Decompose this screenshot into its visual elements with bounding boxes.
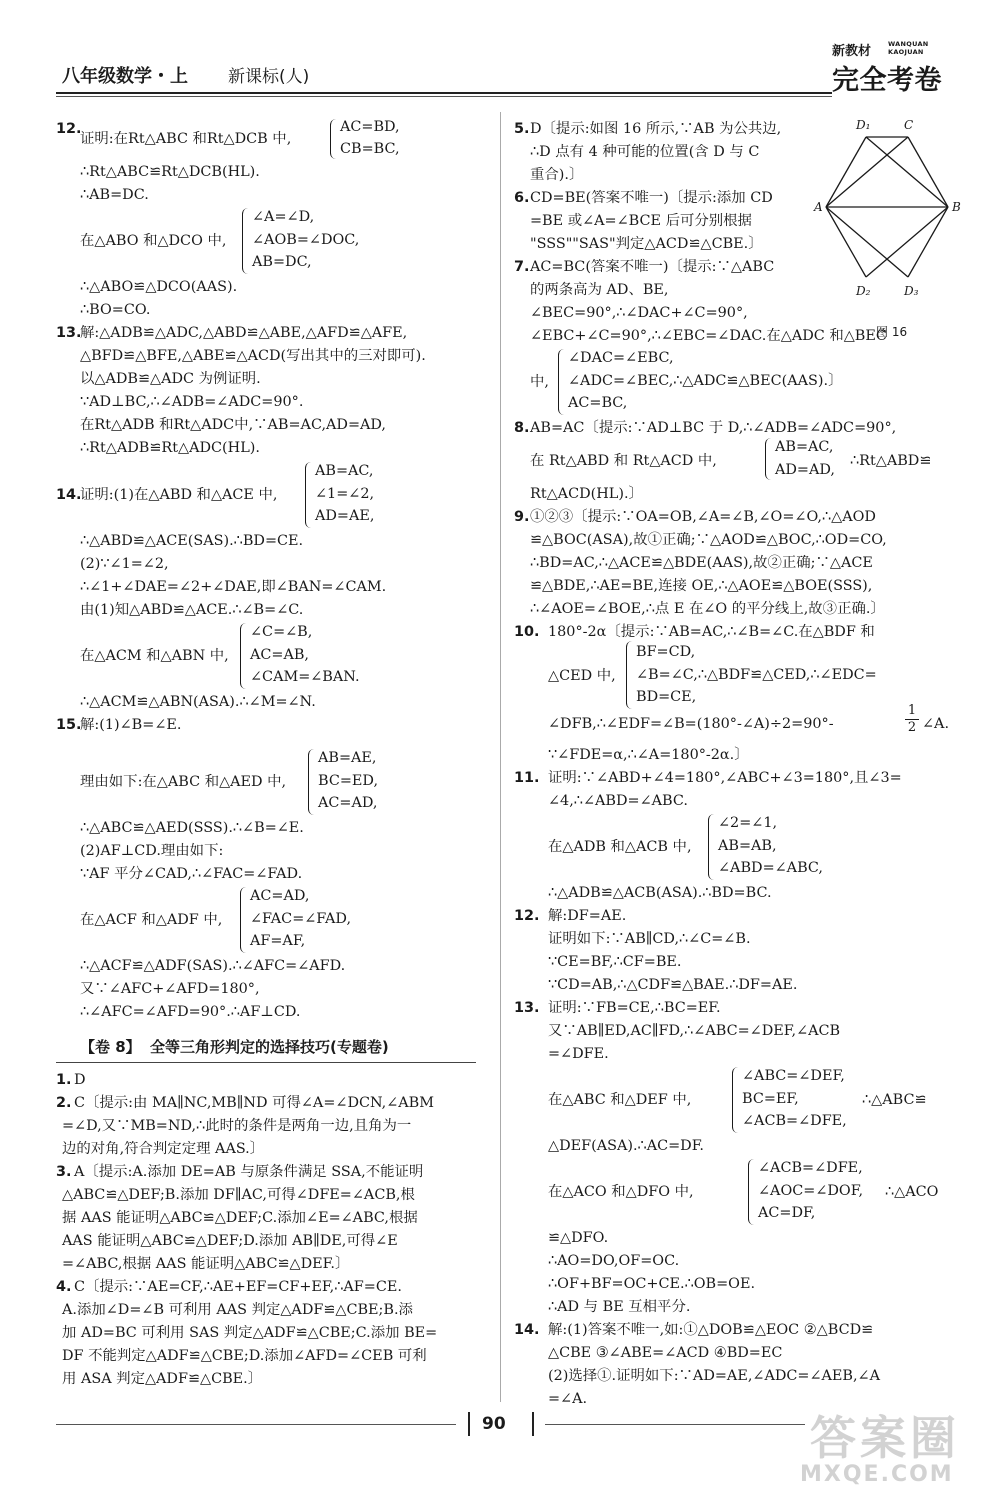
q15-line: 理由如下:在△ABC 和△AED 中, [80,774,287,790]
brand-subtitle: 新教材 [832,44,872,59]
q14-line: 由(1)知△ABD≌△ACE.∴∠B=∠C. [80,602,304,618]
q14-line: 证明:(1)在△ABD 和△ACE 中, [80,487,278,503]
q15-system-2: AC=AD, ∠FAC=∠FAD, AF=AF, [250,888,352,949]
watermark-logo: 答案圈 [810,1411,960,1465]
column-divider [500,112,501,1402]
r9-line: ①②③〔提示:∵OA=OB,∠A=∠B,∠O=∠O,∴△AOD [530,509,876,525]
r14-line: =∠A. [548,1391,588,1407]
q12-line: 证明:在Rt△ABC 和Rt△DCB 中, [80,131,292,147]
r5-line: ∴D 点有 4 种可能的位置(含 D 与 C [530,144,760,160]
q13-line: 在Rt△ADB 和Rt△ADC中,∵AB=AC,AD=AD, [80,417,386,433]
r5-number: 5. [514,121,530,137]
label-C: C [904,118,914,132]
label-D1: D₁ [856,118,871,132]
r14-line: (2)选择①.证明如下:∵AD=AE,∠ADC=∠AEB,∠A [548,1368,881,1384]
q15-line: (2)AF⊥CD.理由如下: [80,843,224,859]
r9-line: ≌△BDE,∴AE=BE,连接 OE,∴△AOE≌△BOE(SSS), [530,578,873,594]
r14-line: 解:(1)答案不唯一,如:①△DOB≌△EOC ②△BCD≌ [548,1322,874,1338]
q12-line: ∴AB=DC. [80,187,149,203]
r7-line: AC=BC(答案不唯一)〔提示:∵△ABC [530,259,775,275]
brace [626,641,632,709]
r9-line: ≌△BOC(ASA),故①正确;∵△AOD≌△BOC,∴OD=CO, [530,532,887,548]
r13-line: ∴AD 与 BE 互相平分. [548,1299,691,1315]
q15-line: ∴△ABC≌△AED(SSS).∴∠B=∠E. [80,820,304,836]
q12-line: ∴Rt△ABC≌Rt△DCB(HL). [80,164,260,180]
footer-bar-left [468,1412,470,1436]
b4-line: 用 ASA 判定△ADF≌△CBE.〕 [62,1371,263,1387]
brace [240,623,246,689]
b3-line: =∠ABC,根据 AAS 能证明△ABC≌△DEF.〕 [62,1256,350,1272]
brand-pinyin-1: WANQUAN [888,40,929,48]
segment-A-D3 [826,207,908,277]
q14-system-1: AB=AC, ∠1=∠2, AD=AE, [315,463,375,524]
b4-number: 4. [56,1279,72,1295]
r10-line: 180°-2α〔提示:∵AB=AC,∴∠B=∠C.在△BDF 和 [548,624,875,640]
r10-line: ∠DFB,∴∠EDF=∠B=(180°-∠A)÷2=90°- [548,716,834,732]
label-D3: D₃ [904,284,919,298]
segment-D2-B [866,207,948,277]
brace [732,1067,738,1133]
q12-line: ∴△ABO≌△DCO(AAS). [80,279,238,295]
r6-line: "SSS""SAS"判定△ACD≌△CBE.〕 [530,236,763,252]
r14-number: 14. [514,1322,540,1338]
b3-line: △ABC≌△DEF;B.添加 DF∥AC,可得∠DFE=∠ACB,根 [62,1187,415,1203]
section-title: 全等三角形判定的选择技巧(专题卷) [150,1038,389,1056]
brace [708,814,714,880]
b2-line: =∠D,又∵MB=ND,∴此时的条件是两角一边,且角为一 [62,1118,412,1134]
r12-number: 12. [514,908,540,924]
fraction-half: 1 2 [905,703,919,736]
q15-line: 解:(1)∠B=∠E. [80,717,182,733]
b4-line: C〔提示:∵AE=CF,∴AE+EF=CF+EF,∴AF=CE. [74,1279,402,1295]
r7-line: 的两条高为 AD、BE, [530,282,669,298]
segment-D1-B [866,137,948,207]
r13-system-1: ∠ABC=∠DEF, BC=EF, ∠ACB=∠DFE, [742,1068,847,1129]
brace [748,1159,754,1225]
b3-line: 据 AAS 能证明△ABC≌△DEF;C.添加∠E=∠ABC,根据 [62,1210,418,1226]
r8-line: Rt△ACD(HL).〕 [530,486,643,502]
r14-line: △CBE ③∠ABE=∠ACD ④BD=EC [548,1345,783,1361]
q13-line: ∴Rt△ADB≌Rt△ADC(HL). [80,440,260,456]
r13-line: ∴△ACO [885,1184,939,1200]
r9-number: 9. [514,509,530,525]
q12-line: ∴BO=CO. [80,302,151,318]
r11-line: 证明:∵∠ABD+∠4=180°,∠ABC+∠3=180°,且∠3= [548,770,902,786]
q15-number: 15. [56,717,82,733]
header-rule-thin [56,96,832,97]
r11-number: 11. [514,770,540,786]
r6-number: 6. [514,190,530,206]
q15-line: ∴∠AFC=∠AFD=90°.∴AF⊥CD. [80,1004,301,1020]
segment-A-C [826,137,908,207]
r11-line: ∴△ADB≌△ACB(ASA).∴BD=BC. [548,885,772,901]
r13-line: ∴△ABC≌ [862,1092,927,1108]
brand-pinyin-2: KAOJUAN [888,48,924,56]
brace [242,208,248,274]
r7-line: 中, [530,374,549,390]
r10-number: 10. [514,624,540,640]
b4-line: DF 不能判定△ADF≌△CBE;D.添加∠AFD=∠CEB 可利 [62,1348,427,1364]
q15-line: ∵AF 平分∠CAD,∴∠FAC=∠FAD. [80,866,303,882]
q12-line: 在△ABO 和△DCO 中, [80,233,227,249]
q12-system-2: ∠A=∠D, ∠AOB=∠DOC, AB=DC, [252,209,360,270]
r7-system: ∠DAC=∠EBC, ∠ADC=∠BEC,∴△ADC≌△BEC(AAS).〕 AC=BC, [568,350,843,411]
book-title: 八年级数学・上 [62,66,188,87]
r5-line: 重合).〕 [530,167,584,183]
q15-line: 又∵∠AFC+∠AFD=180°, [80,981,260,997]
page-number: 90 [482,1414,506,1434]
footer-rule-right [545,1424,805,1425]
b3-line: AAS 能证明△ABC≌△DEF;D.添加 AB∥DE,可得∠E [62,1233,398,1249]
q14-line: ∴∠1+∠DAE=∠2+∠DAE,即∠BAN=∠CAM. [80,579,387,595]
section-label: 【卷 8】 [80,1038,141,1056]
r9-line: ∴∠AOE=∠BOE,∴点 E 在∠O 的平分线上,故③正确.〕 [530,601,885,617]
watermark-url: MXQE.COM [800,1462,954,1487]
b3-line: A〔提示:A.添加 DE=AB 与原条件满足 SSA,不能证明 [74,1164,424,1180]
r10-line: ∠A. [922,716,950,732]
r8-line: AB=AC〔提示:∵AD⊥BC 于 D,∴∠ADB=∠ADC=90°, [530,420,897,436]
q12-system-1: AC=BD, CB=BC, [340,119,400,157]
section-rule [56,1062,476,1063]
footer-bar-right [532,1412,534,1436]
b2-line: 边的对角,符合判定定理 AAS.〕 [62,1141,265,1157]
r13-line: 在△ACO 和△DFO 中, [548,1184,694,1200]
brand-logo: 完全考卷 [832,65,942,96]
label-B: B [952,200,961,214]
brace [240,887,246,953]
r9-line: ∴BD=AC,∴△ACE≌△BDE(AAS),故②正确;∵△ACE [530,555,873,571]
r13-line: 证明:∵FB=CE,∴BC=EF. [548,1000,721,1016]
q14-line: (2)∵∠1=∠2, [80,556,169,572]
curriculum-standard: 新课标(人) [228,67,310,87]
b4-line: A.添加∠D=∠B 可利用 AAS 判定△ADF≌△CBE;B.添 [62,1302,413,1318]
r8-system: AB=AC, AD=AD, [775,439,835,478]
label-D2: D₂ [856,284,871,298]
segment-A-D2 [826,207,866,277]
brace [558,349,564,415]
brace [765,438,771,480]
segment-D3-B [908,207,948,277]
segment-C-B [908,137,948,207]
r10-line: ∵∠FDE=α,∴∠A=180°-2α.〕 [548,747,749,763]
q13-number: 13. [56,325,82,341]
r7-line: ∠BEC=90°,∴∠DAC+∠C=90°, [530,305,748,321]
r13-line: ∴AO=DO,OF=OC. [548,1253,680,1269]
b4-line: 加 AD=BC 可利用 SAS 判定△ADF≌△CBE;C.添加 BE= [62,1325,438,1341]
r12-line: 证明如下:∵AB∥CD,∴∠C=∠B. [548,931,751,947]
r13-number: 13. [514,1000,540,1016]
figure-16 [812,115,972,345]
r13-line: ∴OF+BF=OC+CE.∴OB=OE. [548,1276,756,1292]
b1-number: 1. [56,1072,72,1088]
r10-line: △CED 中, [548,668,616,684]
b2-number: 2. [56,1095,72,1111]
q13-line: 解:△ADB≌△ADC,△ABD≌△ABE,△AFD≌△AFE, [80,325,408,341]
r13-line: △DEF(ASA).∴AC=DF. [548,1138,705,1154]
brace [308,749,314,815]
q14-line: 在△ACM 和△ABN 中, [80,648,229,664]
r13-line: 在△ABC 和△DEF 中, [548,1092,692,1108]
r10-system: BF=CD, ∠B=∠C,∴△BDF≌△CED,∴∠EDC= BD=CE, [636,644,877,705]
r6-line: =BE 或∠A=∠BCE 后可分别根据 [530,213,752,229]
r5-line: D〔提示:如图 16 所示,∵AB 为公共边, [530,121,782,137]
r13-line: 又∵AB∥ED,AC∥FD,∴∠ABC=∠DEF,∠ACB [548,1023,841,1039]
r8-number: 8. [514,420,530,436]
r11-line: ∠4,∴∠ABD=∠ABC. [548,793,688,809]
q13-line: △BFD≌△BFE,△ABE≌△ACD(写出其中的三对即可). [80,348,426,364]
brace [305,462,311,528]
q12-number: 12. [56,121,82,137]
figure-caption: 图 16 [876,325,908,339]
q14-system-2: ∠C=∠B, AC=AB, ∠CAM=∠BAN. [250,624,360,685]
q13-line: ∵AD⊥BC,∴∠ADB=∠ADC=90°. [80,394,304,410]
header-rule [56,92,832,94]
q14-line: ∴△ABD≌△ACE(SAS).∴BD=CE. [80,533,304,549]
r12-line: 解:DF=AE. [548,908,627,924]
r6-line: CD=BE(答案不唯一)〔提示:添加 CD [530,190,773,206]
b2-line: C〔提示:由 MA∥NC,MB∥ND 可得∠A=∠DCN,∠ABM [74,1095,434,1111]
r13-line: ≌△DFO. [548,1230,609,1246]
r8-line: 在 Rt△ABD 和 Rt△ACD 中, [530,453,717,469]
q14-number: 14. [56,487,82,503]
r11-system: ∠2=∠1, AB=AB, ∠ABD=∠ABC, [718,815,823,876]
q15-system-1: AB=AE, BC=ED, AC=AD, [318,750,379,811]
r13-system-2: ∠ACB=∠DFE, ∠AOC=∠DOF, AC=DF, [758,1160,864,1221]
q15-line: ∴△ACF≌△ADF(SAS).∴∠AFC=∠AFD. [80,958,346,974]
b1-answer: D [74,1072,86,1088]
r12-line: ∵CE=BF,∴CF=BE. [548,954,682,970]
r12-line: ∵CD=AB,∴△CDF≌△BAE.∴DF=AE. [548,977,798,993]
segment-A-D1 [826,137,866,207]
footer-rule-left [56,1424,456,1425]
q13-line: 以△ADB≌△ADC 为例证明. [80,371,261,387]
r7-line: ∠EBC+∠C=90°,∴∠EBC=∠DAC.在△ADC 和△BEC [530,328,887,344]
q14-line: ∴△ACM≌△ABN(ASA).∴∠M=∠N. [80,694,316,710]
r11-line: 在△ADB 和△ACB 中, [548,839,692,855]
r13-line: =∠DFE. [548,1046,609,1062]
q15-line: 在△ACF 和△ADF 中, [80,912,223,928]
b3-number: 3. [56,1164,72,1180]
brace [330,119,336,159]
r7-number: 7. [514,259,530,275]
label-A: A [814,200,823,214]
r8-line: ∴Rt△ABD≌ [850,453,932,469]
